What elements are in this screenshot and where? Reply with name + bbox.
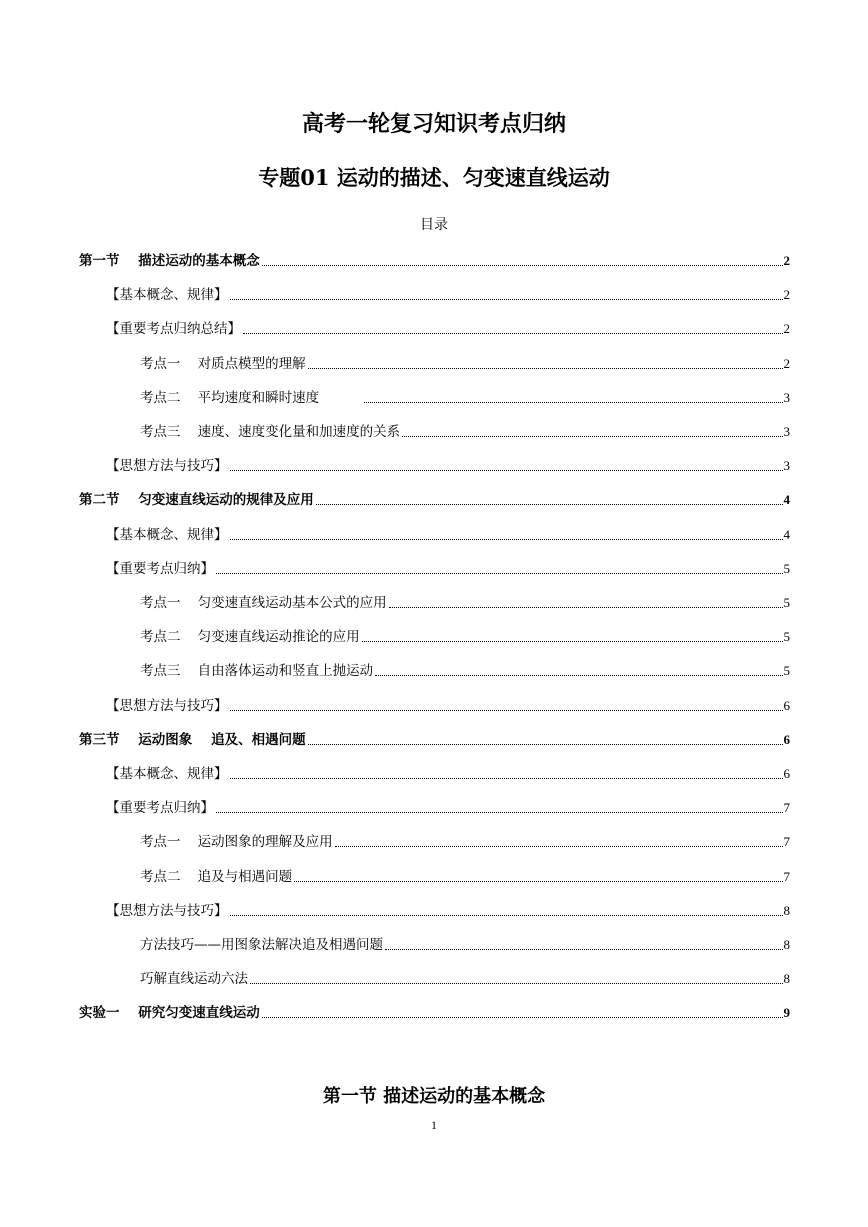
toc-entry[interactable] <box>79 727 790 749</box>
toc-entry-page: 8 <box>783 902 790 918</box>
toc-entry-label: 【基本概念、规律】 <box>106 766 228 782</box>
toc-entry[interactable] <box>140 864 790 886</box>
toc-entry[interactable] <box>79 487 790 509</box>
document-subtitle: 专题01 运动的描述、匀变速直线运动 <box>258 165 610 190</box>
toc-entry-page: 7 <box>783 868 790 884</box>
toc-entry[interactable] <box>106 761 790 783</box>
toc-entry-label: 第三节 运动图象 追及、相遇问题 <box>79 731 306 748</box>
toc-entry-label: 考点三 速度、速度变化量和加速度的关系 <box>140 424 401 440</box>
toc-entry[interactable] <box>106 282 790 304</box>
toc-entry-page: 6 <box>783 766 790 781</box>
toc-entry-label: 考点三 自由落体运动和竖直上抛运动 <box>140 663 374 680</box>
toc-entry[interactable] <box>106 898 790 920</box>
toc-entry-label: 考点二 匀变速直线运动推论的应用 <box>140 629 360 646</box>
toc-dot-leader <box>230 299 783 300</box>
toc-entry-label: 巧解直线运动六法 <box>140 971 248 988</box>
toc-entry-label: 【思想方法与技巧】 <box>106 697 228 714</box>
toc-entry-label: 考点一 对质点模型的理解 <box>140 355 306 372</box>
toc-entry[interactable] <box>106 453 790 475</box>
toc-entry-label: 方法技巧——用图象法解决追及相遇问题 <box>140 937 383 953</box>
toc-entry-label: 第二节 匀变速直线运动的规律及应用 <box>79 492 314 509</box>
toc-entry-page: 4 <box>783 492 790 508</box>
toc-dot-leader <box>243 333 783 334</box>
toc-entry[interactable] <box>79 1000 790 1022</box>
toc-entry[interactable] <box>106 556 790 578</box>
toc-heading: 目录 <box>420 217 448 233</box>
toc-entry-label: 【思想方法与技巧】 <box>106 902 228 919</box>
toc-entry[interactable] <box>140 351 790 373</box>
toc-entry-label: 考点一 匀变速直线运动基本公式的应用 <box>140 595 387 611</box>
toc-entry[interactable] <box>106 316 790 338</box>
document-title: 高考一轮复习知识考点归纳 <box>301 112 566 137</box>
toc-entry[interactable] <box>79 248 790 270</box>
toc-dot-leader <box>230 470 783 471</box>
toc-entry-label: 考点二 平均速度和瞬时速度 <box>140 389 363 406</box>
toc-entry-page: 9 <box>783 1005 790 1021</box>
toc-entry[interactable] <box>140 624 790 646</box>
toc-dot-leader <box>335 846 783 847</box>
toc-entry-page: 5 <box>783 595 790 610</box>
toc-dot-leader <box>230 778 783 779</box>
toc-dot-leader <box>375 675 782 676</box>
toc-entry-label: 【思想方法与技巧】 <box>106 458 228 475</box>
toc-dot-leader <box>250 983 783 984</box>
toc-entry-page: 3 <box>783 458 790 474</box>
toc-entry-label: 【重要考点归纳】 <box>106 800 214 817</box>
toc-entry-page: 6 <box>783 697 790 713</box>
toc-entry-page: 7 <box>783 800 790 816</box>
toc-entry-page: 8 <box>783 971 790 987</box>
toc-dot-leader <box>216 812 783 813</box>
toc-entry-page: 2 <box>783 321 790 337</box>
toc-entry-page: 4 <box>783 526 790 542</box>
section-title: 第一节 描述运动的基本概念 <box>322 1086 546 1107</box>
toc-dot-leader <box>364 402 782 403</box>
toc-entry-label: 【基本概念、规律】 <box>106 287 228 304</box>
toc-entry-page: 2 <box>783 355 790 371</box>
toc-entry-page: 2 <box>783 253 790 268</box>
page-number: 1 <box>431 1118 437 1132</box>
toc-dot-leader <box>402 436 782 437</box>
toc-entry[interactable] <box>140 658 790 680</box>
toc-dot-leader <box>389 607 783 608</box>
toc-entry[interactable] <box>140 590 790 612</box>
toc-entry-page: 5 <box>783 560 790 576</box>
toc-dot-leader <box>308 744 783 745</box>
toc-dot-leader <box>362 641 783 642</box>
toc-dot-leader <box>385 949 783 950</box>
toc-entry-page: 6 <box>783 731 790 747</box>
toc-entry-page: 3 <box>783 424 790 439</box>
toc-dot-leader <box>230 915 783 916</box>
toc-entry-page: 2 <box>783 287 790 303</box>
toc-entry[interactable] <box>140 932 790 954</box>
toc-dot-leader <box>230 539 783 540</box>
toc-entry[interactable] <box>140 966 790 988</box>
toc-entry-label: 【基本概念、规律】 <box>106 526 228 543</box>
toc-entry[interactable] <box>140 829 790 851</box>
toc-entry-label: 考点二 追及与相遇问题 <box>140 868 293 885</box>
toc-entry-label: 第一节 描述运动的基本概念 <box>79 253 260 269</box>
toc-entry-label: 考点一 运动图象的理解及应用 <box>140 834 333 851</box>
toc-dot-leader <box>308 368 783 369</box>
toc-dot-leader <box>262 265 783 266</box>
toc-dot-leader <box>294 881 782 882</box>
toc-entry-page: 7 <box>783 834 790 850</box>
toc-dot-leader <box>262 1017 783 1018</box>
toc-entry[interactable] <box>140 419 790 441</box>
toc-entry[interactable] <box>106 795 790 817</box>
toc-entry-label: 实验一 研究匀变速直线运动 <box>79 1005 260 1022</box>
toc-entry[interactable] <box>106 522 790 544</box>
toc-entry-label: 【重要考点归纳总结】 <box>106 321 241 338</box>
toc-dot-leader <box>216 573 783 574</box>
toc-entry-page: 3 <box>783 389 790 405</box>
toc-entry-page: 5 <box>783 629 790 645</box>
toc-dot-leader <box>230 710 783 711</box>
toc-entry[interactable] <box>140 385 790 407</box>
toc-entry[interactable] <box>106 693 790 715</box>
toc-entry-page: 5 <box>783 663 790 679</box>
toc-dot-leader <box>316 504 783 505</box>
toc-entry-page: 8 <box>783 937 790 952</box>
toc-entry-label: 【重要考点归纳】 <box>106 560 214 577</box>
